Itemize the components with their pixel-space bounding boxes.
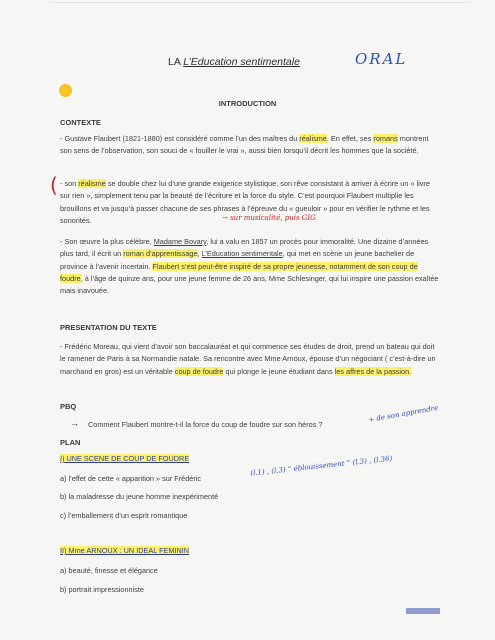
plan-part-1-item-c: c) l’emballement d’un esprit romantique xyxy=(60,511,188,520)
yellow-dot-mark xyxy=(59,84,72,97)
text-run: , qui met en scène un jeune bachelier de province à l’avenir incertain. xyxy=(60,249,415,271)
title-prefix: LA xyxy=(168,56,181,68)
plan-part-2-item-b: b) portrait impressionniste xyxy=(60,585,144,594)
text-run: - Gustave Flaubert (1821-1880) est considéré comme l’un des maîtres du xyxy=(60,134,300,143)
highlighted-text: Flaubert s’est peut-être inspiré de sa propre jeunesse, notamment de son coup de foudre xyxy=(60,261,418,283)
text-run: se double chez lui d’une grande exigence stylistique, son rêve consistant à arriver à écrire un « livre sur rien », simplement tenu par la beauté de l’écriture et la force du style. C’est pourquoi Flaubert multiplie les brouillons et va jusqu’à passer chacune de ses phrases à l’épreuve du « gueuloir » pour en vérifier le rythme et les sonorités. xyxy=(60,179,430,225)
plan-part-1-title: I) UNE SCENE DE COUP DE FOUDRE xyxy=(60,454,190,463)
plan-part-1-item-a: a) l’effet de cette « apparition » sur Frédéric xyxy=(60,474,202,483)
pbq-question: Comment Flaubert montre-t-il la force du coup de foudre sur son héros ? xyxy=(88,420,323,429)
text-run: , à l’âge de quinze ans, pour une jeune femme de 26 ans, Mme Schlesinger, qui lui inspire une passion exaltée mais inavouée. xyxy=(60,273,439,296)
arrow-icon: → xyxy=(70,418,79,428)
document-title xyxy=(168,56,300,68)
text-run: , lui a valu en 1857 un procès pour immoralité. Une dizaine d’années plus tard, il écrit un xyxy=(60,237,429,259)
pbq-heading: PBQ xyxy=(60,402,77,411)
highlighted-text: roman d’apprentissage xyxy=(123,249,198,259)
text-run: - son xyxy=(60,179,79,188)
highlighted-text: coup de foudre xyxy=(174,366,224,376)
text-run: . En effet, ses xyxy=(326,134,374,143)
page-edge-mark xyxy=(406,608,440,614)
underlined-text: L’Education sentimentale xyxy=(201,249,283,259)
handwritten-note-pbq: + de son apprendre xyxy=(367,403,439,425)
handwritten-oral: ORAL xyxy=(355,50,408,68)
presentation-paragraph xyxy=(60,341,440,378)
presentation-heading: PRESENTATION DU TEXTE xyxy=(60,323,157,332)
text-run: , xyxy=(197,249,202,259)
text-run: - Son œuvre la plus célèbre, xyxy=(60,237,154,246)
underlined-text: Madame Bovary xyxy=(153,237,207,246)
text-run: - Frédéric Moreau, qui vient d’avoir son baccalauréat et qui commence ses études de droit, prend un bateau qui doit le ramener de Paris à sa Normandie natale. Sa rencontre avec Mme Arnoux, épouse d’un négociant ( c’est-à-dire un marchand en gros) est un véritable xyxy=(60,342,436,376)
highlighted-text: réalisme xyxy=(78,179,106,188)
top-rule xyxy=(50,2,470,3)
highlighted-text: les affres de la passion. xyxy=(334,366,412,376)
plan-part-2-title: II) Mme ARNOUX : UN IDEAL FEMININ xyxy=(60,546,190,555)
handwritten-line-refs: (l.1) , (l.3) “ éblouissement ” (l.3) , (l.36) xyxy=(249,454,393,478)
introduction-heading: INTRODUCTION xyxy=(218,99,277,108)
handwritten-note-musicalite: → sur musicalité, puis GIG xyxy=(222,214,316,222)
contexte-paragraph-3 xyxy=(60,236,440,297)
contexte-paragraph-1 xyxy=(60,133,440,158)
contexte-heading: CONTEXTE xyxy=(60,118,101,127)
highlighted-text: romans xyxy=(373,134,398,143)
plan-part-2-item-a: a) beauté, finesse et élégance xyxy=(60,566,158,575)
text-run: montrent son sens de l’observation, son souci de « fouiller le vrai », aussi bien lorsqu’il décrit les hommes que la société. xyxy=(60,134,429,156)
red-bracket-mark: ( xyxy=(50,173,58,197)
title-work: L’Education sentimentale xyxy=(183,56,300,68)
plan-heading: PLAN xyxy=(60,438,81,447)
highlighted-text: réalisme xyxy=(299,134,327,143)
plan-part-1-item-b: b) la maladresse du jeune homme inexpérimenté xyxy=(60,492,219,501)
text-run: qui plonge le jeune étudiant dans xyxy=(223,366,335,376)
